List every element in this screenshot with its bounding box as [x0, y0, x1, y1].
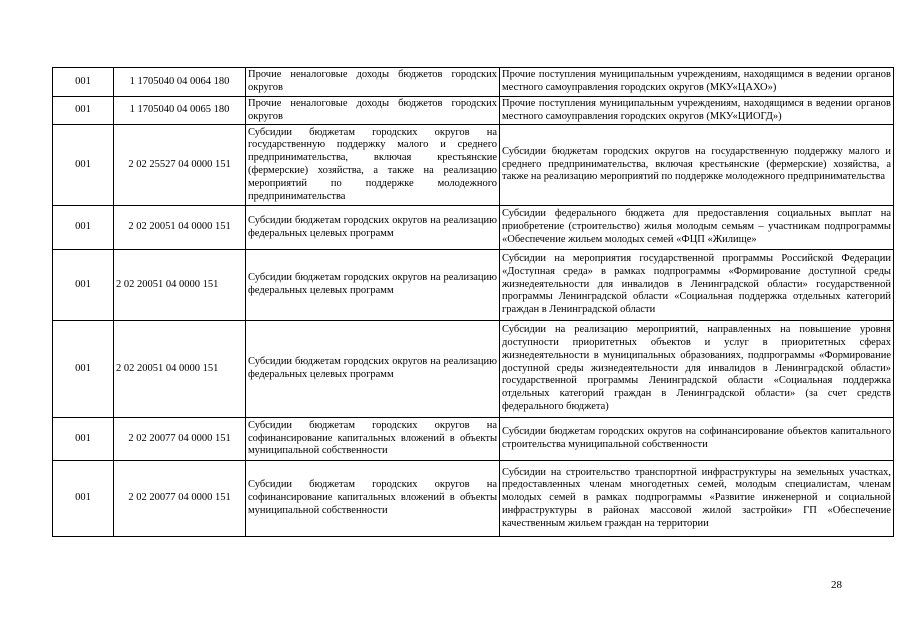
- revenue-name-cell: Субсидии бюджетам городских округов на реализацию федеральных целевых программ: [246, 250, 500, 321]
- admin-code-cell: 001: [53, 461, 114, 537]
- revenue-name-cell: Прочие неналоговые доходы бюджетов городских округов: [246, 68, 500, 97]
- admin-code-cell: 001: [53, 250, 114, 321]
- admin-code-cell: 001: [53, 125, 114, 206]
- budget-revenue-table: [52, 67, 894, 537]
- table-row: [53, 321, 894, 418]
- description-cell: Субсидии на строительство транспортной инфраструктуры на земельных участках, предоставленных членам многодетных семей, молодым специалистам, членам молодых семей в рамках подпрограммы «Развитие инженерной и социальной инфраструктуры в районах массовой жилой застройки» ГП «Обеспечение качественным жильем граждан на территории: [500, 461, 894, 537]
- revenue-name-cell: Прочие неналоговые доходы бюджетов городских округов: [246, 97, 500, 125]
- revenue-name-cell: Субсидии бюджетам городских округов на реализацию федеральных целевых программ: [246, 321, 500, 418]
- budget-code-cell: 2 02 20077 04 0000 151: [114, 461, 246, 537]
- description-cell: Субсидии федерального бюджета для предоставления социальных выплат на приобретение (строительство) жилья молодым семьям – участникам подпрограммы «Обеспечение жильем молодых семей «ФЦП «Жилище»: [500, 206, 894, 250]
- description-cell: Субсидии бюджетам городских округов на государственную поддержку малого и среднего предпринимательства, включая крестьянские (фермерские) хозяйства, а также на реализацию мероприятий по поддержке молодежного предпринимательства: [500, 125, 894, 206]
- page-number: 28: [831, 579, 842, 591]
- revenue-name-cell: Субсидии бюджетам городских округов на софинансирование капитальных вложений в объекты муниципальной собственности: [246, 461, 500, 537]
- budget-code-cell: 2 02 20051 04 0000 151: [114, 321, 246, 418]
- description-cell: Субсидии на реализацию мероприятий, направленных на повышение уровня доступности приоритетных объектов и услуг в приоритетных сферах жизнедеятельности в муниципальных образованиях, подпрограммы «Формирование доступной среды жизнедеятельности для инвалидов в Ленинградской области» государственной программы Ленинградской области «Социальная поддержка отдельных категорий граждан в Ленинградской области» (за счет средств федерального бюджета): [500, 321, 894, 418]
- table-row: [53, 418, 894, 461]
- admin-code-cell: 001: [53, 68, 114, 97]
- table-row: [53, 250, 894, 321]
- description-cell: Прочие поступления муниципальным учреждениям, находящимся в ведении органов местного самоуправления городских округов (МКУ«ЦИОГД»): [500, 97, 894, 125]
- budget-code-cell: 1 1705040 04 0065 180: [114, 97, 246, 125]
- table-row: [53, 461, 894, 537]
- admin-code-cell: 001: [53, 97, 114, 125]
- description-cell: Субсидии на мероприятия государственной программы Российской Федерации «Доступная среда» в рамках подпрограммы «Формирование доступной среды жизнедеятельности для инвалидов в Ленинградской области» государственной программы Ленинградской области «Социальная поддержка отдельных категорий граждан в Ленинградской области: [500, 250, 894, 321]
- budget-code-cell: 2 02 25527 04 0000 151: [114, 125, 246, 206]
- revenue-name-cell: Субсидии бюджетам городских округов на софинансирование капитальных вложений в объекты муниципальной собственности: [246, 418, 500, 461]
- budget-code-cell: 2 02 20051 04 0000 151: [114, 206, 246, 250]
- budget-code-cell: 2 02 20051 04 0000 151: [114, 250, 246, 321]
- admin-code-cell: 001: [53, 206, 114, 250]
- revenue-name-cell: Субсидии бюджетам городских округов на реализацию федеральных целевых программ: [246, 206, 500, 250]
- table-row: [53, 68, 894, 97]
- description-cell: Прочие поступления муниципальным учреждениям, находящимся в ведении органов местного самоуправления городских округов (МКУ«ЦАХО»): [500, 68, 894, 97]
- revenue-name-cell: Субсидии бюджетам городских округов на государственную поддержку малого и среднего предпринимательства, включая крестьянские (фермерские) хозяйства, а также на реализацию мероприятий по поддержке молодежного предпринимательства: [246, 125, 500, 206]
- table-row: [53, 206, 894, 250]
- budget-code-cell: 1 1705040 04 0064 180: [114, 68, 246, 97]
- description-cell: Субсидии бюджетам городских округов на софинансирование объектов капитального строительства муниципальной собственности: [500, 418, 894, 461]
- table-row: [53, 125, 894, 206]
- admin-code-cell: 001: [53, 321, 114, 418]
- table-row: [53, 97, 894, 125]
- budget-code-cell: 2 02 20077 04 0000 151: [114, 418, 246, 461]
- admin-code-cell: 001: [53, 418, 114, 461]
